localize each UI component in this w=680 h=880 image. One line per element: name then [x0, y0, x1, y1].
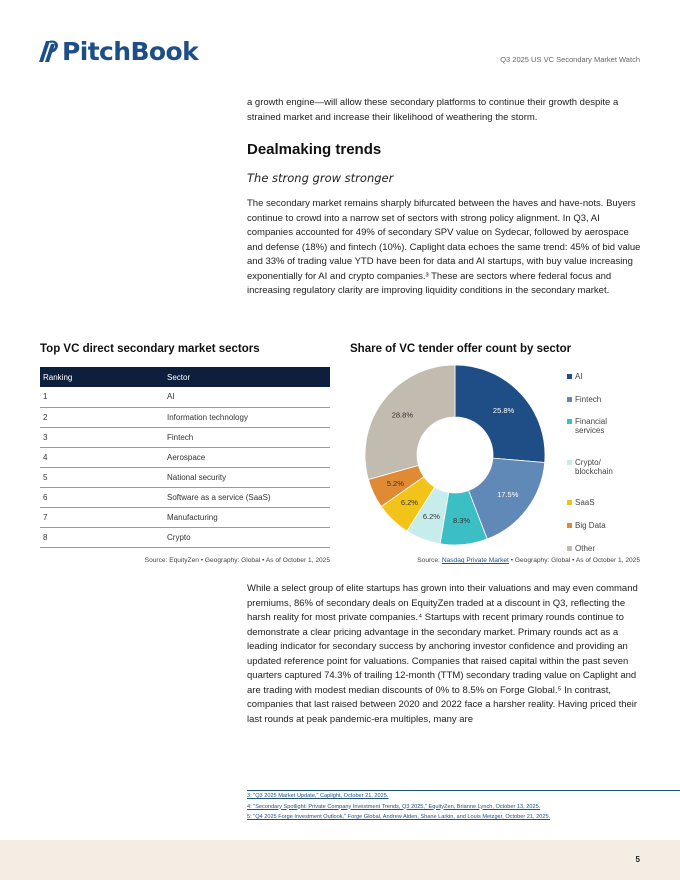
- page-number: 5: [635, 855, 640, 864]
- footnote-link[interactable]: 4: "Secondary Spotlight: Private Company Investment Trends, Q3 2025," EquityZen, Brianne Lynch, October 13, 2025.: [247, 803, 541, 810]
- sector-cell: Software as a service (SaaS): [163, 487, 330, 507]
- legend-swatch: [567, 419, 572, 424]
- donut-data-label: 6.2%: [400, 498, 418, 508]
- ranking-cell: 4: [40, 447, 163, 467]
- legend-swatch: [567, 500, 572, 505]
- ranking-cell: 1: [40, 387, 163, 407]
- sectors-table: [40, 367, 330, 548]
- section-heading: Dealmaking trends: [247, 141, 382, 158]
- table-source: Source: EquityZen • Geography: Global • As of October 1, 2025: [144, 557, 330, 564]
- report-title: Q3 2025 US VC Secondary Market Watch: [500, 55, 640, 64]
- chart-source-prefix: Source:: [417, 557, 440, 564]
- table-row: [40, 447, 330, 467]
- legend-label: Fintech: [575, 395, 602, 404]
- legend-item: [567, 521, 647, 530]
- donut-data-label: 25.8%: [492, 405, 515, 415]
- legend-label: Financial services: [575, 417, 608, 435]
- table-row: [40, 427, 330, 447]
- pitchbook-logo: [36, 36, 198, 66]
- legend-label: Crypto/ blockchain: [575, 458, 613, 476]
- legend-item: [567, 544, 647, 553]
- legend-swatch: [567, 397, 572, 402]
- sector-cell: National security: [163, 467, 330, 487]
- legend-label: Other: [575, 544, 596, 553]
- ranking-cell: 6: [40, 487, 163, 507]
- section-paragraph: The secondary market remains sharply bifurcated between the haves and have-nots. Buyers continue to crowd into a narrow set of sectors with strong policy alignment. In Q3, AI companies accounted for 49% of secondary SPV value on Sydecar, followed by aerospace and defense (18%) and fintech (10%). Caplight data echoes the same trend: 45% of bid value and 33% of trading value YTD have been for data and AI startups, with buy value increasing exponentially for AI and crypto companies.³ These are sectors where federal focus and increasing regulatory clarity are improving liquidity conditions in the secondary market.: [247, 198, 641, 296]
- table-row: [40, 467, 330, 487]
- legend-item: [567, 498, 647, 507]
- table-row: [40, 487, 330, 507]
- donut-data-label: 17.5%: [497, 490, 519, 500]
- ranking-cell: 2: [40, 407, 163, 427]
- footnote-link[interactable]: 3: "Q3 2025 Market Update," Caplight, October 21, 2025.: [247, 793, 389, 799]
- chart-source: [417, 557, 640, 564]
- donut-chart: [360, 360, 560, 560]
- donut-data-label: 6.2%: [422, 512, 440, 522]
- ranking-cell: 8: [40, 527, 163, 547]
- table-row: [40, 507, 330, 527]
- chart-legend: [567, 372, 647, 553]
- ranking-cell: 5: [40, 467, 163, 487]
- table-row: [40, 407, 330, 427]
- table-row: [40, 387, 330, 407]
- closing-paragraph: While a select group of elite startups has grown into their valuations and may even command premiums, 86% of secondary deals on EquityZen traded at a discount in Q3, reflecting the harsh reality for most private companies.⁴ Startups with recent primary rounds continue to demonstrate a clear pricing advantage in the secondary market. Primary rounds act as a leading indicator for secondary success by anchoring investor confidence and providing an updated reference point for valuations. Companies that raised capital within the past seven quarters captured 74.3% of trailing 12-month (TTM) secondary trading value on Caplight and are trading with modest median discounts of 0% to 8.5% on Forge Global.⁵ In contrast, companies that last raised between 2020 and 2022 face a harsher reality. Having priced their last rounds at peak pandemic-era multiples, many are: [247, 583, 638, 725]
- donut-slice-other: [365, 365, 455, 479]
- footnote-link[interactable]: 5: "Q4 2025 Forge Investment Outlook," Forge Global, Andrew Alden, Shane Larkin, and Louis Metzger, October 21, 2025.: [247, 814, 551, 820]
- pitchbook-logo-icon: [36, 38, 60, 64]
- donut-data-label: 8.3%: [452, 516, 471, 526]
- chart-source-link[interactable]: Nasdaq Private Market: [441, 557, 509, 564]
- ranking-cell: 7: [40, 507, 163, 527]
- legend-label: AI: [575, 372, 583, 381]
- sector-cell: Aerospace: [163, 447, 330, 467]
- page-footer: [0, 840, 680, 880]
- intro-paragraph: a growth engine—will allow these secondary platforms to continue their growth despite a strained market and increase their likelihood of weathering the storm.: [247, 97, 619, 123]
- legend-label: Big Data: [575, 521, 606, 530]
- legend-label: SaaS: [575, 498, 595, 507]
- table-header-row: [40, 367, 330, 387]
- legend-swatch: [567, 546, 572, 551]
- donut-data-label: 28.8%: [391, 410, 414, 420]
- sector-cell: AI: [163, 387, 330, 407]
- chart-title: Share of VC tender offer count by sector: [350, 343, 572, 355]
- table-title: Top VC direct secondary market sectors: [40, 343, 260, 355]
- legend-item: [567, 458, 647, 476]
- column-header: Sector: [163, 367, 330, 387]
- footnotes: [247, 790, 680, 823]
- legend-item: [567, 395, 647, 404]
- donut-data-label: 5.2%: [386, 478, 404, 488]
- legend-swatch: [567, 523, 572, 528]
- legend-item: [567, 417, 647, 435]
- ranking-cell: 3: [40, 427, 163, 447]
- sector-cell: Information technology: [163, 407, 330, 427]
- sector-cell: Crypto: [163, 527, 330, 547]
- column-header: Ranking: [40, 367, 163, 387]
- chart-source-suffix: • Geography: Global • As of October 1, 2025: [510, 557, 640, 564]
- legend-swatch: [567, 460, 572, 465]
- table-row: [40, 527, 330, 547]
- section-subheading: The strong grow stronger: [247, 171, 394, 185]
- legend-item: [567, 372, 647, 381]
- sector-cell: Manufacturing: [163, 507, 330, 527]
- logo-text: PitchBook: [62, 36, 199, 66]
- legend-swatch: [567, 374, 572, 379]
- sector-cell: Fintech: [163, 427, 330, 447]
